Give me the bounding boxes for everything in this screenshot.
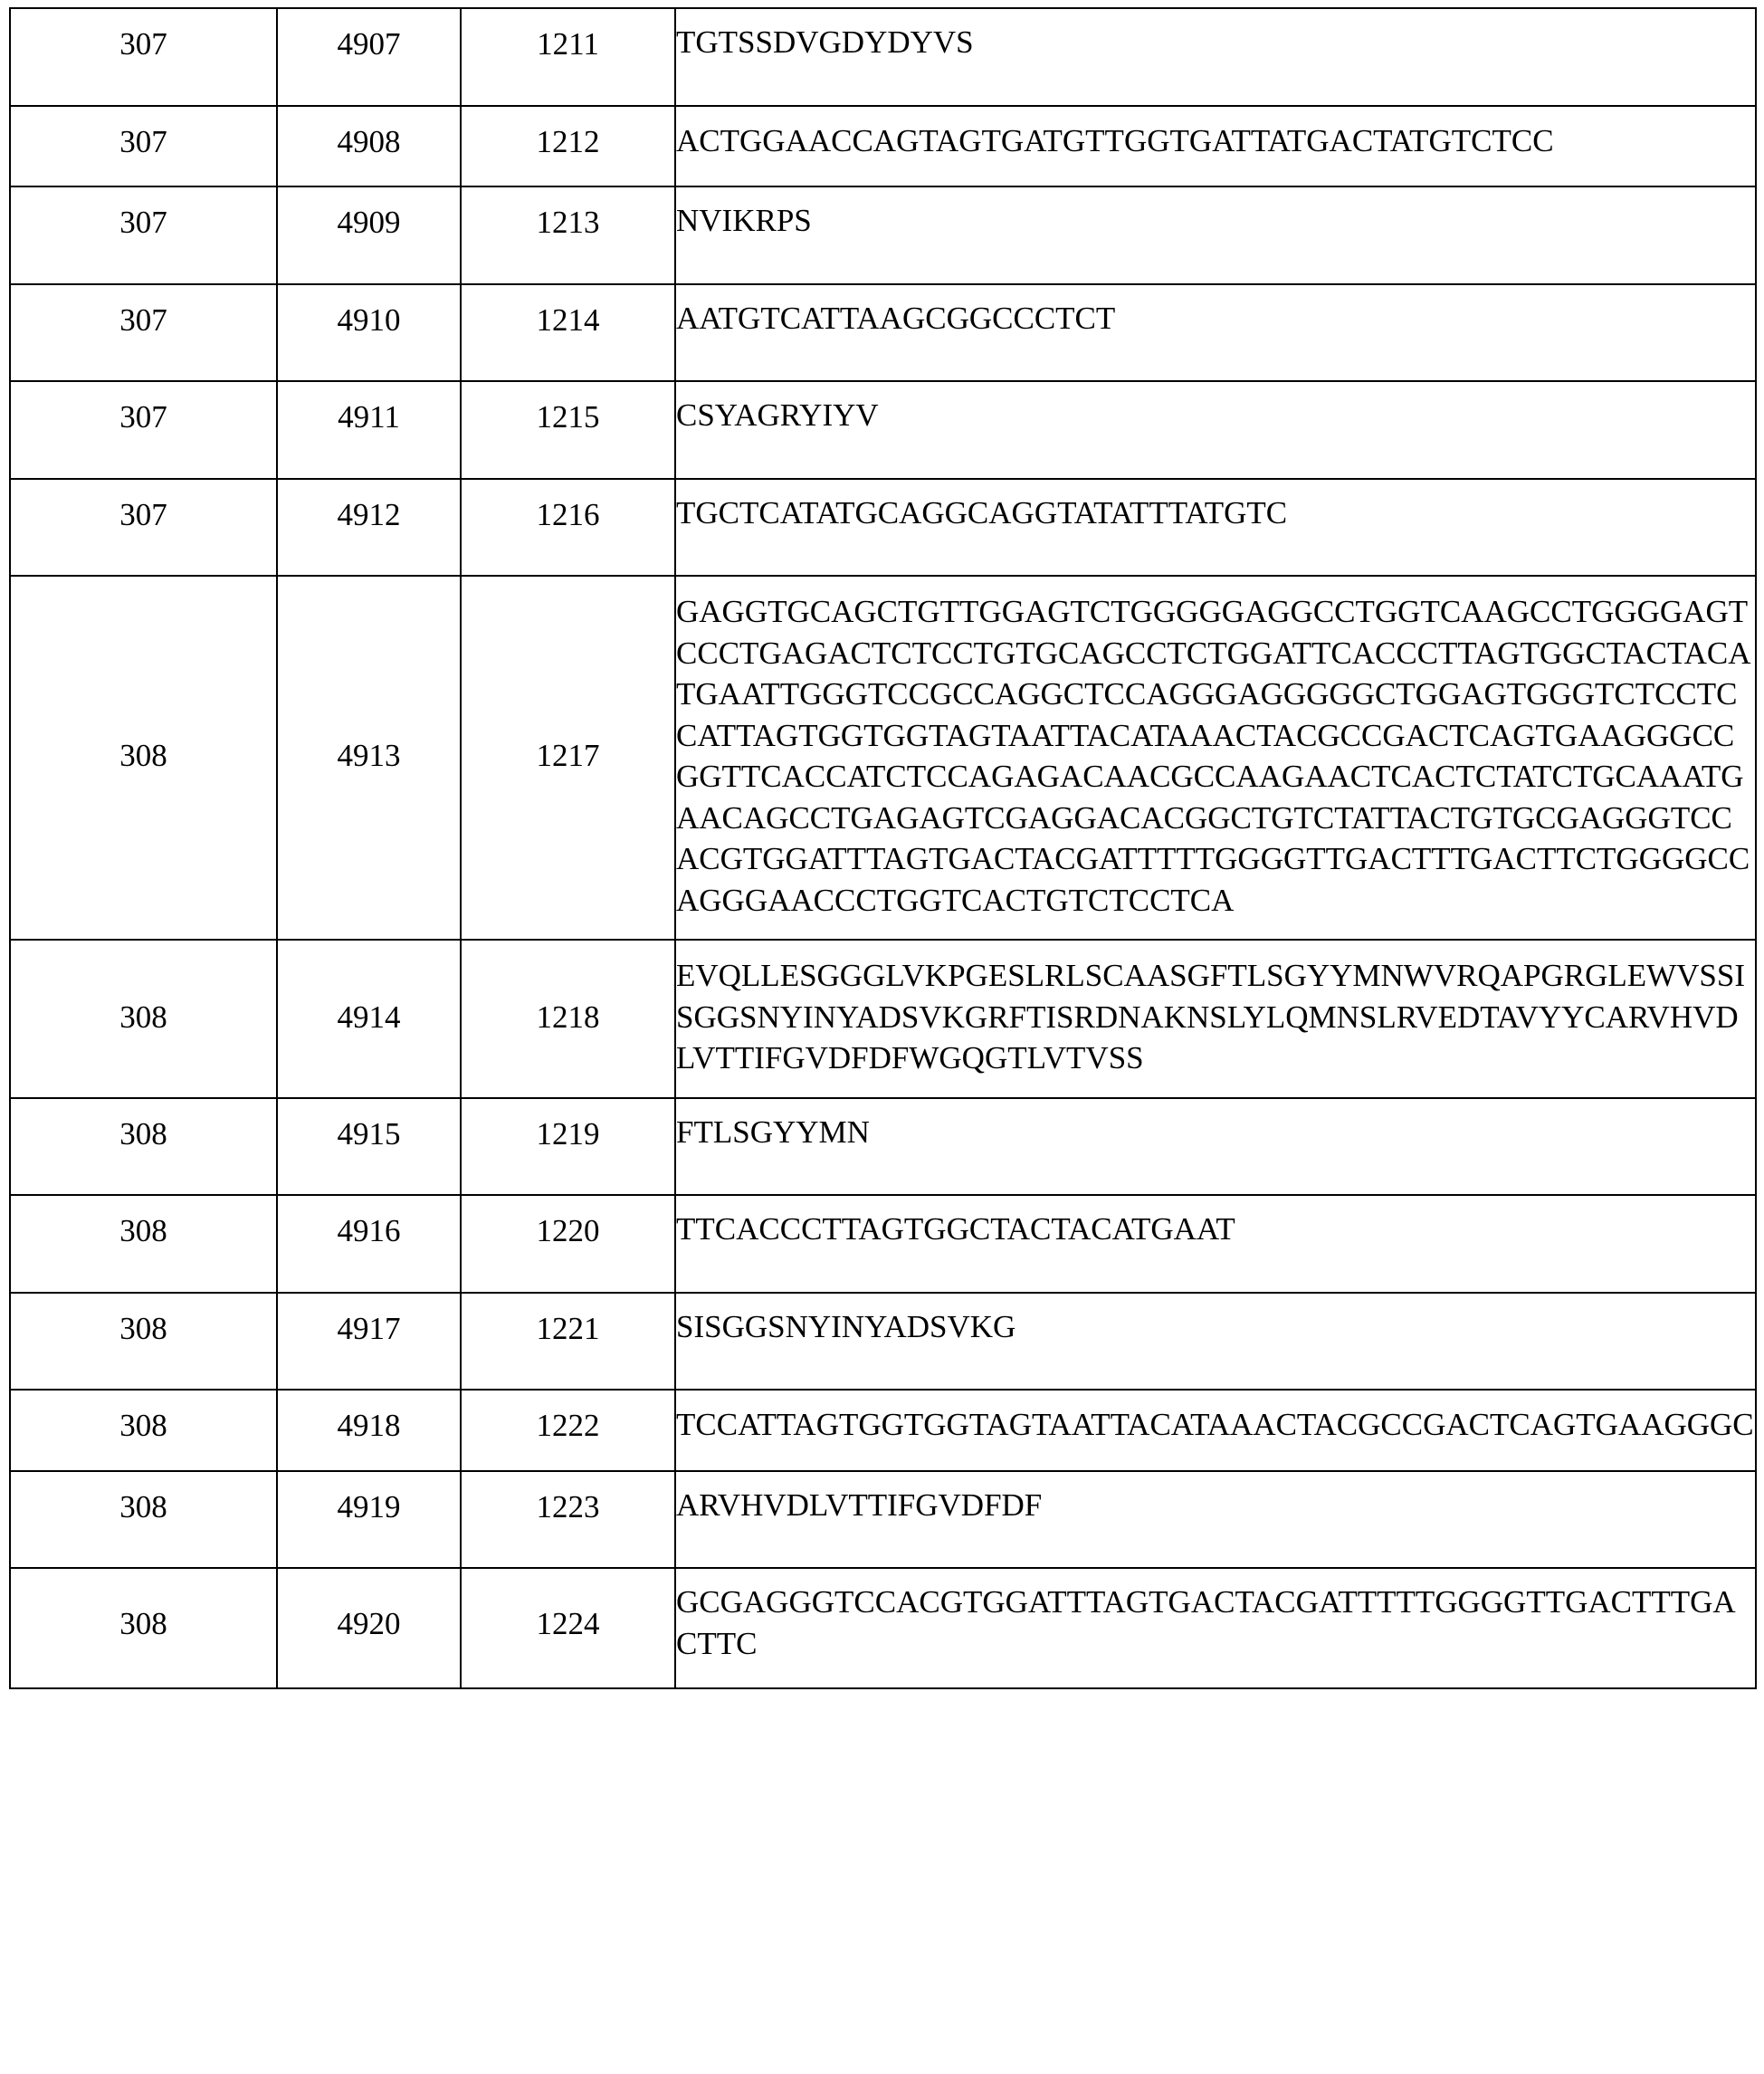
sequence-text: ARVHVDLVTTIFGVDFDF — [676, 1486, 1043, 1523]
cell-seq-no: 4907 — [277, 8, 461, 106]
sequence-text: GAGGTGCAGCTGTTGGAGTCTGGGGGAGGCCTGGTCAAGCCTGGGGAGTCCCTGAGACTCTCCTGTGCAGCCTCTGGATTCACCCTTAGTGGCTACTACATGAATTGGGTCCGCCAGGCTCCAGGGAGGGGGCTGGAGTGGGTCTCCTCCATTAGTGGTGGTAGTAATTACATAAACTACGCCGACTCAGTGAAGGGCCGGTTCACCATCTCCAGAGACAACGCCAAGAACTCACTCTATCTGCAAATGAACAGCCTGAGAGTCGAGGACACGGCTGTCTATTACTGTGCGAGGGTCCACGTGGATTTAGTGACTACGATTTTTGGGGTTGACTTTGACTTCTGGGGCCAGGGAACCCTGGTCACTGTCTCCTCA — [676, 594, 1751, 918]
cell-seq-group: 307 — [10, 106, 277, 187]
cell-seq-no: 4909 — [277, 186, 461, 284]
cell-seq-group: 308 — [10, 1195, 277, 1293]
sequence-text: SISGGSNYINYADSVKG — [676, 1308, 1016, 1344]
table-body — [10, 8, 1756, 1688]
table-row — [10, 1293, 1756, 1391]
cell-sequence — [675, 1293, 1756, 1391]
cell-id-no: 1221 — [461, 1293, 675, 1391]
table-row — [10, 186, 1756, 284]
table-row — [10, 479, 1756, 577]
sequence-text: TCCATTAGTGGTGGTAGTAATTACATAAACTACGCCGACTCAGTGAAGGGC — [676, 1407, 1754, 1442]
cell-seq-group: 308 — [10, 576, 277, 940]
sequence-text: AATGTCATTAAGCGGCCCTCT — [676, 300, 1116, 336]
cell-seq-no: 4911 — [277, 381, 461, 479]
sequence-text: TTCACCCTTAGTGGCTACTACATGAAT — [676, 1211, 1235, 1247]
table-row — [10, 940, 1756, 1098]
sequence-text: EVQLLESGGGLVKPGESLRLSCAASGFTLSGYYMNWVRQAPGRGLEWVSSISGGSNYINYADSVKGRFTISRDNAKNSLYLQMNSLRVEDTAVYYCARVHVDLVTTIFGVDFDFWGQGTLVTVSS — [676, 958, 1746, 1075]
cell-seq-group: 307 — [10, 381, 277, 479]
cell-sequence — [675, 106, 1756, 187]
cell-id-no: 1217 — [461, 576, 675, 940]
sequence-listing-table — [9, 7, 1757, 1689]
cell-seq-group: 308 — [10, 940, 277, 1098]
cell-id-no: 1211 — [461, 8, 675, 106]
table-row — [10, 1390, 1756, 1471]
cell-id-no: 1222 — [461, 1390, 675, 1471]
cell-sequence — [675, 940, 1756, 1098]
cell-sequence — [675, 8, 1756, 106]
cell-id-no: 1214 — [461, 284, 675, 382]
cell-sequence — [675, 1568, 1756, 1688]
cell-seq-no: 4918 — [277, 1390, 461, 1471]
cell-seq-no: 4910 — [277, 284, 461, 382]
cell-id-no: 1220 — [461, 1195, 675, 1293]
cell-seq-no: 4916 — [277, 1195, 461, 1293]
cell-seq-group: 307 — [10, 8, 277, 106]
table-row — [10, 1195, 1756, 1293]
sequence-text: GCGAGGGTCCACGTGGATTTAGTGACTACGATTTTTGGGGTTGACTTTGACTTC — [676, 1584, 1736, 1661]
sequence-text: CSYAGRYIYV — [676, 397, 879, 433]
cell-sequence — [675, 284, 1756, 382]
cell-sequence — [675, 381, 1756, 479]
cell-seq-group: 307 — [10, 186, 277, 284]
sequence-text: TGCTCATATGCAGGCAGGTATATTTATGTC — [676, 494, 1288, 530]
table-row — [10, 1098, 1756, 1196]
cell-seq-group: 308 — [10, 1471, 277, 1569]
table-row — [10, 8, 1756, 106]
cell-seq-no: 4912 — [277, 479, 461, 577]
cell-seq-group: 307 — [10, 479, 277, 577]
cell-seq-group: 308 — [10, 1568, 277, 1688]
cell-sequence — [675, 1471, 1756, 1569]
sequence-text: NVIKRPS — [676, 203, 812, 238]
cell-seq-group: 308 — [10, 1293, 277, 1391]
cell-seq-no: 4920 — [277, 1568, 461, 1688]
table-row — [10, 381, 1756, 479]
cell-id-no: 1219 — [461, 1098, 675, 1196]
cell-sequence — [675, 1098, 1756, 1196]
cell-id-no: 1215 — [461, 381, 675, 479]
table-row — [10, 1471, 1756, 1569]
cell-seq-no: 4917 — [277, 1293, 461, 1391]
cell-seq-group: 308 — [10, 1390, 277, 1471]
cell-id-no: 1223 — [461, 1471, 675, 1569]
cell-seq-group: 307 — [10, 284, 277, 382]
cell-id-no: 1212 — [461, 106, 675, 187]
cell-sequence — [675, 576, 1756, 940]
cell-id-no: 1213 — [461, 186, 675, 284]
cell-seq-no: 4919 — [277, 1471, 461, 1569]
sequence-text: TGTSSDVGDYDYVS — [676, 24, 974, 60]
cell-id-no: 1218 — [461, 940, 675, 1098]
cell-sequence — [675, 1390, 1756, 1471]
sequence-text: ACTGGAACCAGTAGTGATGTTGGTGATTATGACTATGTCTCC — [676, 122, 1554, 158]
cell-sequence — [675, 186, 1756, 284]
cell-seq-no: 4908 — [277, 106, 461, 187]
table-row — [10, 106, 1756, 187]
cell-seq-no: 4913 — [277, 576, 461, 940]
cell-id-no: 1224 — [461, 1568, 675, 1688]
table-row — [10, 1568, 1756, 1688]
cell-sequence — [675, 479, 1756, 577]
cell-seq-no: 4914 — [277, 940, 461, 1098]
cell-seq-group: 308 — [10, 1098, 277, 1196]
cell-sequence — [675, 1195, 1756, 1293]
cell-seq-no: 4915 — [277, 1098, 461, 1196]
table-row — [10, 576, 1756, 940]
cell-id-no: 1216 — [461, 479, 675, 577]
table-row — [10, 284, 1756, 382]
sequence-text: FTLSGYYMN — [676, 1113, 870, 1150]
